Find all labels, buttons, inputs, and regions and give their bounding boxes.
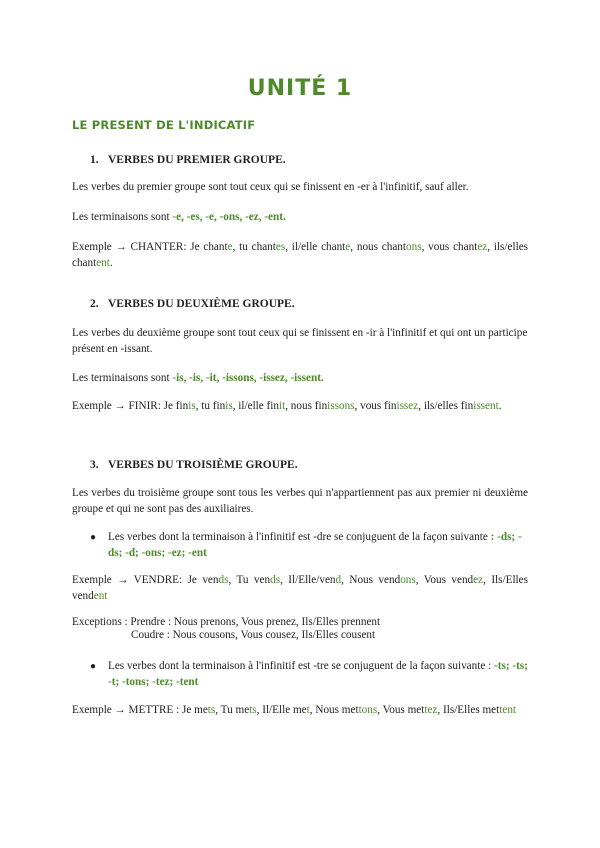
terminations-values: -is, -is, -it, -issons, -issez, -issent. xyxy=(172,372,324,384)
section-title: VERBES DU TROISIÈME GROUPE. xyxy=(108,459,298,471)
section-number: 1. xyxy=(90,154,99,166)
verb-stem: , ils/elles fin xyxy=(418,400,474,412)
section-1-example xyxy=(72,240,528,271)
verb-ending: t xyxy=(306,704,310,716)
exception-coudre: Coudre : Nous cousons, Vous cousez, Ils/Elles cousent xyxy=(131,629,376,641)
verb-stem: , nous chant xyxy=(350,241,407,253)
section-1-intro: Les verbes du premier groupe sont tout ceux qui se finissent en -er à l'infinitif, sauf aller. xyxy=(72,181,469,193)
page-title: UNITÉ 1 xyxy=(247,76,353,101)
verb-ending: ons xyxy=(400,574,416,586)
verb-stem: , Vous met xyxy=(377,704,425,716)
verb-stem: , Nous met xyxy=(309,704,359,716)
verb-stem: , il/elle chant xyxy=(285,241,346,253)
verb-ending: e xyxy=(227,241,233,253)
bullet-endings: -ts; -ts; -t; -tons; -tez; -tent xyxy=(108,660,528,688)
verb-stem: , Tu me xyxy=(215,704,250,716)
example-label: Exemple → VENDRE: xyxy=(72,574,188,586)
verb-ending: is xyxy=(225,400,233,412)
verb-stem: , Il/Elle me xyxy=(256,704,307,716)
bullet-endings: : -ds; -ds; -d; -ons; -ez; -ent xyxy=(108,531,522,559)
verb-stem: , vous chant xyxy=(421,241,478,253)
verb-stem: , Vous vend xyxy=(415,574,474,586)
verb-ending: ons xyxy=(406,241,422,253)
verb-ending: it xyxy=(278,400,286,412)
verb-stem: , tu chant xyxy=(232,241,276,253)
exception-prendre: Prendre : Nous prenons, Vous prenez, Ils/Elles prennent xyxy=(130,616,381,628)
verb-stem: . xyxy=(109,256,113,269)
verb-ending: tent xyxy=(499,704,517,716)
verb-ending: tons xyxy=(358,704,378,716)
verb-ending: issons xyxy=(327,400,355,412)
section-3-heading xyxy=(90,459,298,471)
verb-ending: ts xyxy=(207,704,216,716)
section-1-heading xyxy=(90,154,286,166)
bullet-dot-icon: ● xyxy=(90,661,97,672)
verb-ending: ent xyxy=(93,589,108,602)
bullet-text: Les verbes dont la terminaison à l'infinitif est -dre se conjuguent de la façon suivante xyxy=(108,531,491,543)
verb-stem: Je me xyxy=(182,704,208,716)
section-2-heading xyxy=(90,298,295,310)
verb-ending: issent xyxy=(473,400,499,412)
section-3-example-mettre xyxy=(72,703,528,719)
verb-ending: ds xyxy=(270,574,281,586)
exceptions-label: Exceptions : xyxy=(72,616,131,628)
page-subtitle: LE PRESENT DE L'INDICATIF xyxy=(72,118,256,132)
verb-stem: , Il/Elle/ven xyxy=(280,574,336,586)
verb-ending: tez xyxy=(424,704,438,716)
example-label: Exemple → CHANTER: xyxy=(72,241,191,253)
section-2-intro: Les verbes du deuxième groupe sont tout ceux qui se finissent en -ir à l'infinitif et qui ont un participe présent en -issant. xyxy=(72,327,528,355)
section-title: VERBES DU DEUXIÈME GROUPE. xyxy=(108,298,295,310)
verb-ending: ez xyxy=(473,574,484,586)
bullet-text: Les verbes dont la terminaison à l'infinitif est -tre se conjuguent de la façon suivante : xyxy=(108,660,495,672)
section-2-terminations xyxy=(72,371,528,387)
verb-ending: is xyxy=(188,400,196,412)
verb-ending: ds xyxy=(218,574,229,586)
verb-stem: , il/elle fin xyxy=(232,400,279,412)
section-1-terminations xyxy=(72,210,528,226)
bullet-dot-icon: ● xyxy=(90,532,97,543)
terminations-label: Les terminaisons sont xyxy=(72,211,173,223)
verb-ending: d xyxy=(335,574,342,586)
section-3-intro: Les verbes du troisième groupe sont tous les verbes qui n'appartiennent pas aux premier ni deuxième groupe et qui ne sont pas des auxiliaires. xyxy=(72,487,528,515)
verb-ending: issez xyxy=(396,400,419,412)
verb-stem: , ils/elles chant xyxy=(72,241,529,269)
verb-stem: Je ven xyxy=(187,574,219,586)
verb-stem: . xyxy=(498,400,502,412)
terminations-label: Les terminaisons sont xyxy=(72,372,173,384)
section-number: 2. xyxy=(90,298,99,310)
example-conjugation xyxy=(164,400,502,412)
section-3-example-vendre xyxy=(72,573,528,604)
verb-stem: , Tu ven xyxy=(228,574,271,586)
verb-ending: ts xyxy=(249,704,257,716)
section-2-example xyxy=(72,399,528,415)
verb-ending: ent xyxy=(96,256,110,269)
section-title: VERBES DU PREMIER GROUPE. xyxy=(108,154,286,166)
verb-ending: e xyxy=(345,241,351,253)
example-label: Exemple → FINIR: xyxy=(72,400,164,412)
verb-ending: es xyxy=(275,241,286,253)
example-label: Exemple → METTRE : xyxy=(72,704,182,716)
verb-ending: ez xyxy=(477,241,488,253)
example-conjugation xyxy=(182,704,516,716)
verb-stem: , Ils/Elles met xyxy=(437,704,500,716)
verb-stem: , Nous vend xyxy=(341,574,401,586)
verb-stem: , Ils/Elles vend xyxy=(72,574,528,602)
verb-stem: , vous fin xyxy=(354,400,397,412)
verb-stem: , tu fin xyxy=(195,400,226,412)
verb-stem: Je chant xyxy=(190,241,228,253)
verb-stem: , nous fin xyxy=(285,400,328,412)
section-number: 3. xyxy=(90,459,99,471)
verb-stem: Je fin xyxy=(163,400,189,412)
terminations-values: -e, -es, -e, -ons, -ez, -ent. xyxy=(172,211,286,223)
